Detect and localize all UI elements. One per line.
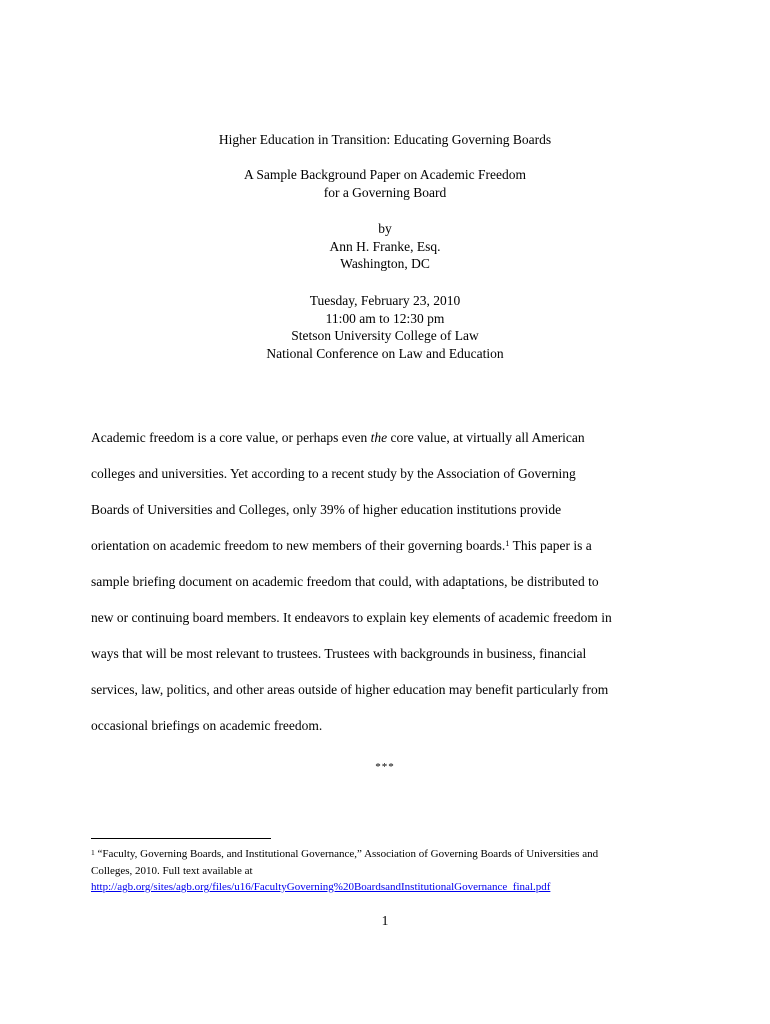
line-4-text-a: orientation on academic freedom to new members of their governing boards.	[91, 538, 506, 553]
subtitle-line-1: A Sample Background Paper on Academic Freedom	[244, 167, 526, 182]
event-venue: Stetson University College of Law	[291, 328, 479, 343]
event-name: National Conference on Law and Education	[266, 345, 504, 361]
author-name: Ann H. Franke, Esq.	[329, 238, 441, 254]
author-location: Washington, DC	[340, 256, 430, 271]
author-section	[0, 220, 770, 273]
section-separator: ***	[375, 761, 395, 773]
paragraph-line-1	[91, 429, 585, 447]
footnote-text-1: “Faculty, Governing Boards, and Institutional Governance,” Association of Governing Boards of Universities and	[94, 848, 599, 860]
event-time: 11:00 am to 12:30 pm	[325, 310, 445, 326]
page-number: 1	[381, 913, 389, 928]
footnote-number: 1	[91, 848, 95, 857]
footnote-line-2: Colleges, 2010. Full text available at	[91, 864, 253, 877]
footnote-divider	[91, 838, 271, 839]
subtitle-section	[0, 166, 770, 201]
by-label: by	[378, 221, 392, 236]
footnote	[91, 846, 691, 896]
paragraph-line-6: new or continuing board members. It endeavors to explain key elements of academic freedom in	[91, 610, 612, 625]
paragraph-line-2: colleges and universities. Yet according to a recent study by the Association of Governing	[91, 466, 576, 481]
paragraph-line-3: Boards of Universities and Colleges, only 39% of higher education institutions provide	[91, 502, 562, 517]
event-section	[0, 292, 770, 362]
event-date: Tuesday, February 23, 2010	[309, 293, 461, 308]
title-section	[0, 131, 770, 149]
footnote-link[interactable]: http://agb.org/sites/agb.org/files/u16/FacultyGoverning%20BoardsandInstitutionalGovernance_final.pdf	[91, 881, 551, 893]
line-4-text-b: This paper is a	[509, 538, 592, 553]
footnote-line-1	[91, 846, 691, 863]
paragraph-line-5: sample briefing document on academic freedom that could, with adaptations, be distributed to	[91, 574, 599, 589]
paragraph-line-9: occasional briefings on academic freedom.	[91, 718, 323, 733]
line-1-text-b: core value, at virtually all American	[387, 430, 585, 445]
paragraph-line-7: ways that will be most relevant to trustees. Trustees with backgrounds in business, financial	[91, 646, 587, 661]
paragraph-line-4	[91, 537, 592, 555]
subtitle-line-2: for a Governing Board	[323, 184, 447, 200]
paragraph-line-8: services, law, politics, and other areas outside of higher education may benefit particularly from	[91, 682, 609, 697]
line-1-text-a: Academic freedom is a core value, or perhaps even	[91, 430, 371, 445]
document-title: Higher Education in Transition: Educating Governing Boards	[218, 132, 552, 147]
footnote-ref[interactable]: 1	[505, 538, 510, 548]
footnote-line-3	[91, 879, 691, 896]
line-1-emphasis: the	[370, 430, 388, 445]
